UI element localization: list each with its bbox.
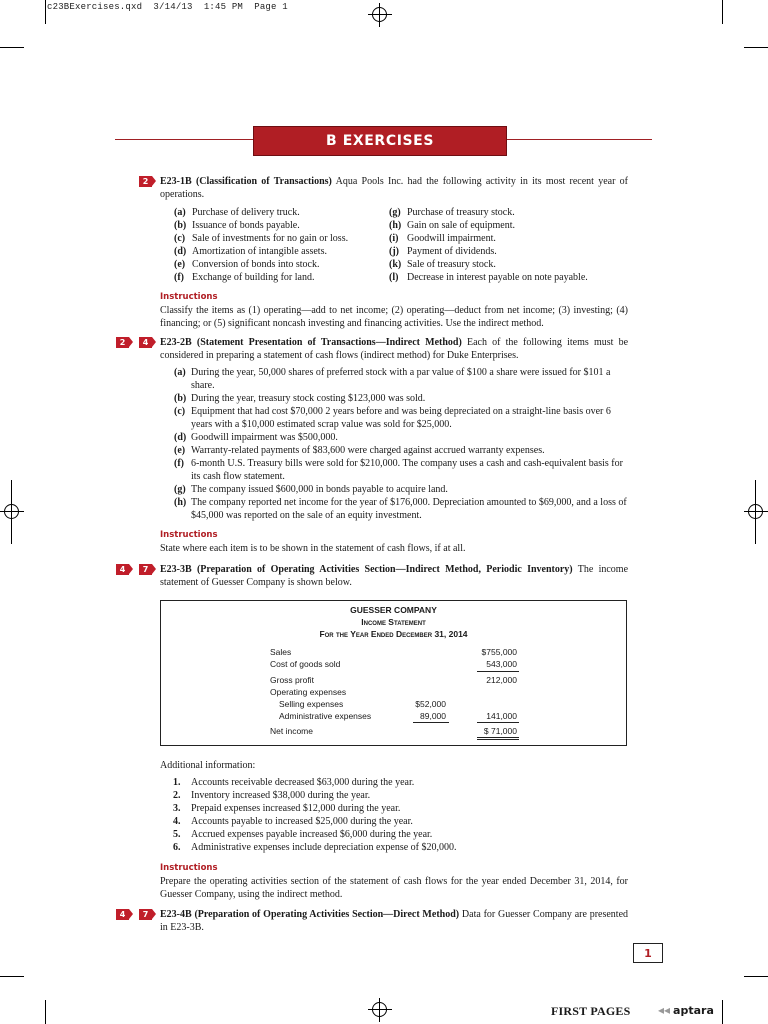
list-item: 3. Prepaid expenses increased $12,000 during the year. xyxy=(173,803,401,814)
footer-first-pages: FIRST PAGES xyxy=(551,1004,631,1018)
aptara-logo-text: aptara xyxy=(673,1003,714,1017)
crop-mark xyxy=(45,1000,46,1024)
statement-label: Gross profit xyxy=(270,675,314,685)
crop-mark xyxy=(11,480,12,544)
statement-amount: 212,000 xyxy=(486,675,517,685)
exercise-heading: (Statement Presentation of Transactions—Indirect Method) xyxy=(196,337,462,348)
underline-rule xyxy=(413,722,449,723)
learning-objective-badge: 4 xyxy=(116,564,129,575)
statement-amount: $ 71,000 xyxy=(483,726,517,736)
list-item: (k) Sale of treasury stock. xyxy=(389,259,496,270)
list-item: (a) During the year, 50,000 shares of preferred stock with a par value of $100 a share were issued for $101 a share. xyxy=(174,367,611,391)
learning-objective-badge: 4 xyxy=(116,909,129,920)
registration-mark-icon xyxy=(744,500,768,524)
exercise-intro: Aqua Pools Inc. had the following activity in its most recent year of operations. xyxy=(160,176,629,200)
list-item: (e) Conversion of bonds into stock. xyxy=(174,259,320,270)
exercise-id: E23-1B xyxy=(160,176,192,187)
list-item: (d) Amortization of intangible assets. xyxy=(174,246,327,257)
statement-label: Selling expenses xyxy=(279,699,344,709)
page-number: 1 xyxy=(633,943,663,963)
additional-info-heading: Additional information: xyxy=(160,760,256,771)
section-header xyxy=(253,126,507,156)
registration-mark-icon xyxy=(368,3,392,27)
statement-label: Operating expenses xyxy=(270,687,347,697)
learning-objective-badge: 2 xyxy=(139,176,152,187)
instructions-text: Prepare the operating activities section of the statement of cash flows for the year ended December 31, 2014, for Guesser Company, using the indirect method. xyxy=(160,876,628,900)
statement-title: Income Statement xyxy=(361,617,426,627)
list-item: 1. Accounts receivable decreased $63,000 during the year. xyxy=(173,777,415,788)
underline-rule xyxy=(477,737,519,738)
list-item: (a) Purchase of delivery truck. xyxy=(174,207,300,218)
list-item: 5. Accrued expenses payable increased $6,000 during the year. xyxy=(173,829,433,840)
crop-mark xyxy=(45,0,46,24)
income-statement xyxy=(160,600,627,746)
underline-rule xyxy=(477,671,519,672)
exercise-id: E23-4B xyxy=(160,909,192,920)
learning-objective-badge: 2 xyxy=(116,337,129,348)
list-item: (i) Goodwill impairment. xyxy=(389,233,496,244)
underline-rule xyxy=(477,739,519,740)
instructions-heading: Instructions xyxy=(160,292,218,302)
crop-mark xyxy=(722,1000,723,1024)
list-item: (g) The company issued $600,000 in bonds payable to acquire land. xyxy=(174,484,448,495)
list-item: 4. Accounts payable to increased $25,000 during the year. xyxy=(173,816,413,827)
crop-mark xyxy=(722,0,723,24)
learning-objective-badge: 7 xyxy=(139,564,152,575)
list-item: (d) Goodwill impairment was $500,000. xyxy=(174,432,338,443)
statement-label: Cost of goods sold xyxy=(270,659,341,669)
list-item: (h) The company reported net income for the year of $176,000. Depreciation amounted to $69,000, and a loss of $45,000 was reported on the sale of an equity investment. xyxy=(174,497,627,521)
aptara-logo xyxy=(658,1003,714,1017)
statement-amount: 141,000 xyxy=(486,711,517,721)
exercise-e23-1b-intro xyxy=(160,175,628,201)
statement-amount: 543,000 xyxy=(486,659,517,669)
registration-mark-icon xyxy=(368,998,392,1022)
instructions-text: Classify the items as (1) operating—add to net income; (2) operating—deduct from net income; (3) investing; (4) financing; or (5) significant noncash investing and financing activities. Use the indirect method. xyxy=(160,305,628,329)
exercise-e23-4b-intro xyxy=(160,908,628,934)
exercise-intro: Data for Guesser Company are presented in E23-3B. xyxy=(160,909,629,933)
exercise-id: E23-3B xyxy=(160,564,192,575)
exercise-heading: (Preparation of Operating Activities Section—Indirect Method, Periodic Inventory) xyxy=(196,564,573,575)
statement-label: Sales xyxy=(270,647,292,657)
instructions-text: State where each item is to be shown in the statement of cash flows, if at all. xyxy=(160,543,466,554)
list-item: (j) Payment of dividends. xyxy=(389,246,497,257)
list-item: (g) Purchase of treasury stock. xyxy=(389,207,515,218)
list-item: 2. Inventory increased $38,000 during the year. xyxy=(173,790,371,801)
list-item: (b) Issuance of bonds payable. xyxy=(174,220,300,231)
statement-period: For the Year Ended December 31, 2014 xyxy=(319,629,468,639)
statement-amount: $755,000 xyxy=(481,647,517,657)
instructions-heading: Instructions xyxy=(160,863,218,873)
crop-mark xyxy=(0,47,24,48)
aptara-logo-icon: ◂◂ xyxy=(658,1003,671,1017)
statement-label: Net income xyxy=(270,726,313,736)
list-item: (f) 6-month U.S. Treasury bills were sold for $210,000. The company uses a cash and cash-equivalent basis for its cash flow statement. xyxy=(174,458,623,482)
list-item: 6. Administrative expenses include depreciation expense of $20,000. xyxy=(173,842,457,853)
list-item: (f) Exchange of building for land. xyxy=(174,272,315,283)
section-title: B EXERCISES xyxy=(325,133,435,149)
list-item: (b) During the year, treasury stock costing $123,000 was sold. xyxy=(174,393,426,404)
list-item: (e) Warranty-related payments of $83,600 were charged against accrued warranty expenses. xyxy=(174,445,545,456)
instructions-heading: Instructions xyxy=(160,530,218,540)
learning-objective-badge: 4 xyxy=(139,337,152,348)
statement-company: GUESSER COMPANY xyxy=(350,605,437,615)
statement-label: Administrative expenses xyxy=(279,711,372,721)
underline-rule xyxy=(477,722,519,723)
list-item: (h) Gain on sale of equipment. xyxy=(389,220,516,231)
exercise-id: E23-2B xyxy=(160,337,192,348)
crop-mark xyxy=(744,976,768,977)
statement-amount: 89,000 xyxy=(420,711,446,721)
list-item: (c) Equipment that had cost $70,000 2 years before and was being depreciated on a straight-line basis over 6 years with a $10,000 estimated scrap value was sold for $25,000. xyxy=(174,406,611,430)
list-item: (c) Sale of investments for no gain or loss. xyxy=(174,233,349,244)
exercise-heading: (Classification of Transactions) xyxy=(195,176,332,187)
statement-amount: $52,000 xyxy=(415,699,446,709)
crop-mark xyxy=(755,480,756,544)
exercise-intro: The income statement of Guesser Company is shown below. xyxy=(160,564,629,588)
list-item: (l) Decrease in interest payable on note payable. xyxy=(389,272,588,283)
file-slug: c23BExercises.qxd 3/14/13 1:45 PM Page 1 xyxy=(47,2,288,12)
crop-mark xyxy=(744,47,768,48)
exercise-e23-3b-intro xyxy=(160,563,628,589)
crop-mark xyxy=(0,976,24,977)
exercise-intro: Each of the following items must be considered in preparing a statement of cash flows (indirect method) for Duke Enterprises. xyxy=(160,337,629,361)
exercise-heading: (Preparation of Operating Activities Section—Direct Method) xyxy=(194,909,460,920)
exercise-e23-2b-intro xyxy=(160,336,628,362)
registration-mark-icon xyxy=(0,500,24,524)
learning-objective-badge: 7 xyxy=(139,909,152,920)
